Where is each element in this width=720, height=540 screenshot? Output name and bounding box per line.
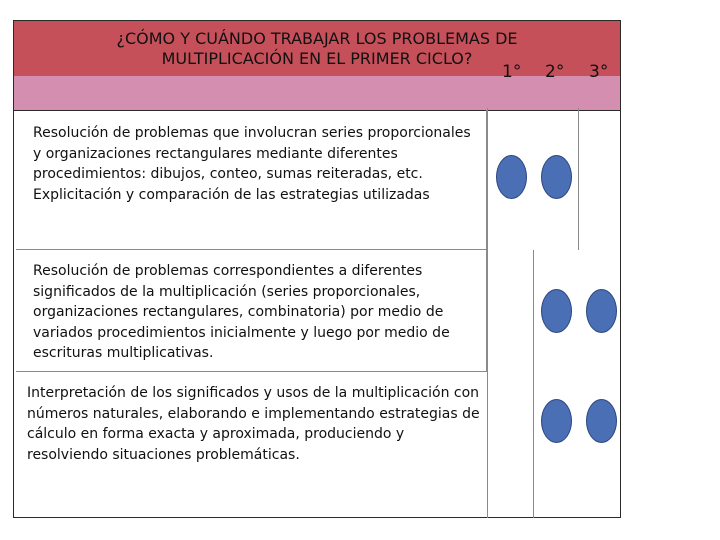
grade-header-2: 2° <box>545 62 565 82</box>
column-separator <box>578 108 579 250</box>
grade-mark-dot <box>586 399 617 443</box>
grade-header-3: 3° <box>589 62 609 82</box>
grade-mark-dot <box>586 289 617 333</box>
grade-mark-dot <box>541 399 572 443</box>
row-2-text: Resolución de problemas correspondientes a diferentes significados de la multiplicación (series proporcionales, organizaciones rectangulares, combinatoria) por medio de variados procedimientos inicialmente y luego por medio de escrituras multiplicativas. <box>33 263 450 361</box>
grade-mark-dot <box>541 155 572 199</box>
grade-mark-dot <box>541 289 572 333</box>
row-1-text: Resolución de problemas que involucran series proporcionales y organizaciones rectangulares mediante diferentes procedimientos: dibujos, conteo, sumas reiteradas, etc. Explicitación y comparación de las estrategias utilizadas <box>33 125 471 203</box>
column-separator <box>533 250 534 518</box>
title-bar <box>14 21 620 77</box>
grade-mark-dot <box>496 155 527 199</box>
grade-header-1: 1° <box>502 62 522 82</box>
grade-header-row <box>14 76 620 111</box>
page-title: ¿CÓMO Y CUÁNDO TRABAJAR LOS PROBLEMAS DE MULTIPLICACIÓN EN EL PRIMER CICLO? <box>116 28 518 68</box>
column-separator <box>487 108 488 518</box>
row-3-text: Interpretación de los significados y usos de la multiplicación con números naturales, elaborando e implementando estrategias de cálculo en forma exacta y aproximada, produciendo y resolviendo situaciones problemáticas. <box>27 385 480 463</box>
